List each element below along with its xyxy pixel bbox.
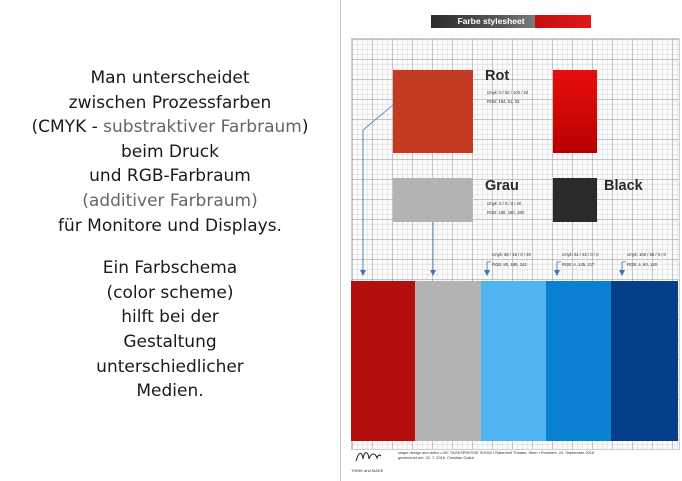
text-line: und RGB-Farbraum — [89, 166, 251, 187]
stylesheet-title: Farbe stylesheet — [457, 16, 525, 26]
text-line: (color scheme) — [106, 282, 234, 303]
left-text-panel — [0, 0, 340, 481]
grau-cmyk-value: cmyk: 0 / 0 / 0 / 40 — [487, 201, 522, 206]
text-line: Medien. — [136, 381, 204, 402]
logo-caption: THINK and MAKE — [351, 468, 384, 473]
color-band-light-blue — [481, 281, 546, 441]
label-rot: Rot — [485, 68, 510, 84]
text-line: unterschiedlicher — [96, 356, 244, 377]
color-band-blue — [546, 281, 611, 441]
text-line: hilft bei der — [121, 307, 219, 328]
rot-rgb-value: RGB: 194, 51, 33 — [487, 99, 520, 104]
footer-line: gezeichnet am: 20. 7. 2016, Christian Gallut — [398, 455, 474, 461]
text-fragment: (CMYK - — [31, 117, 104, 138]
text-line: beim Druck — [121, 141, 219, 162]
swatch-rot-gradient — [553, 70, 597, 153]
dark-blue-cmyk-value: cmyk: 100 / 65 / 0 / 0 — [627, 252, 666, 257]
text-fragment: ) — [301, 117, 309, 138]
text-fragment-light: substraktiver Farbraum — [103, 117, 302, 138]
text-fragment-light: ( — [82, 190, 89, 211]
grau-rgb-value: RGB: 180, 180, 180 — [487, 210, 525, 215]
blue-rgb-value: RGB: 4, 135, 217 — [562, 262, 595, 267]
rot-cmyk-value: cmyk: 0 / 82 / 100 / 20 — [487, 90, 529, 95]
text-line: Ein Farbschema — [102, 258, 238, 279]
signature-logo — [353, 447, 383, 467]
light-blue-cmyk-value: cmyk: 66 / 15 / 0 / 40 — [492, 252, 531, 257]
swatch-rot — [393, 70, 473, 153]
color-band-gray — [415, 281, 481, 441]
color-band-dark-blue — [611, 281, 678, 441]
color-band-red — [351, 281, 415, 441]
swatch-black — [553, 178, 597, 222]
swatch-grau — [393, 178, 473, 222]
text-fragment-light: additiver Farbraum — [88, 190, 252, 211]
color-space-explanation — [0, 66, 340, 404]
blue-cmyk-value: cmyk: 61 / 42 / 0 / 0 — [562, 252, 599, 257]
text-line — [0, 115, 340, 140]
footer-line: skape design and video • DIE TAGESPRESSE SHOW • Rabenhof Theater, Wien • Premiere: 24. September 2016 — [398, 450, 595, 455]
light-blue-rgb-value: RGB: 80, 180, 242 — [492, 262, 527, 267]
text-line: zwischen Prozessfarben — [68, 92, 272, 113]
dark-blue-rgb-value: RGB: 4, 60, 140 — [627, 262, 658, 267]
text-line: Man unterscheidet — [90, 68, 250, 88]
color-stylesheet-page — [341, 0, 682, 481]
text-line: Gestaltung — [123, 331, 217, 352]
label-grau: Grau — [485, 178, 519, 194]
text-fragment-light: ) — [251, 190, 258, 211]
footer-credits — [398, 450, 668, 460]
text-line — [0, 189, 340, 214]
text-line: für Monitore und Displays. — [58, 215, 282, 236]
label-black: Black — [604, 178, 643, 194]
